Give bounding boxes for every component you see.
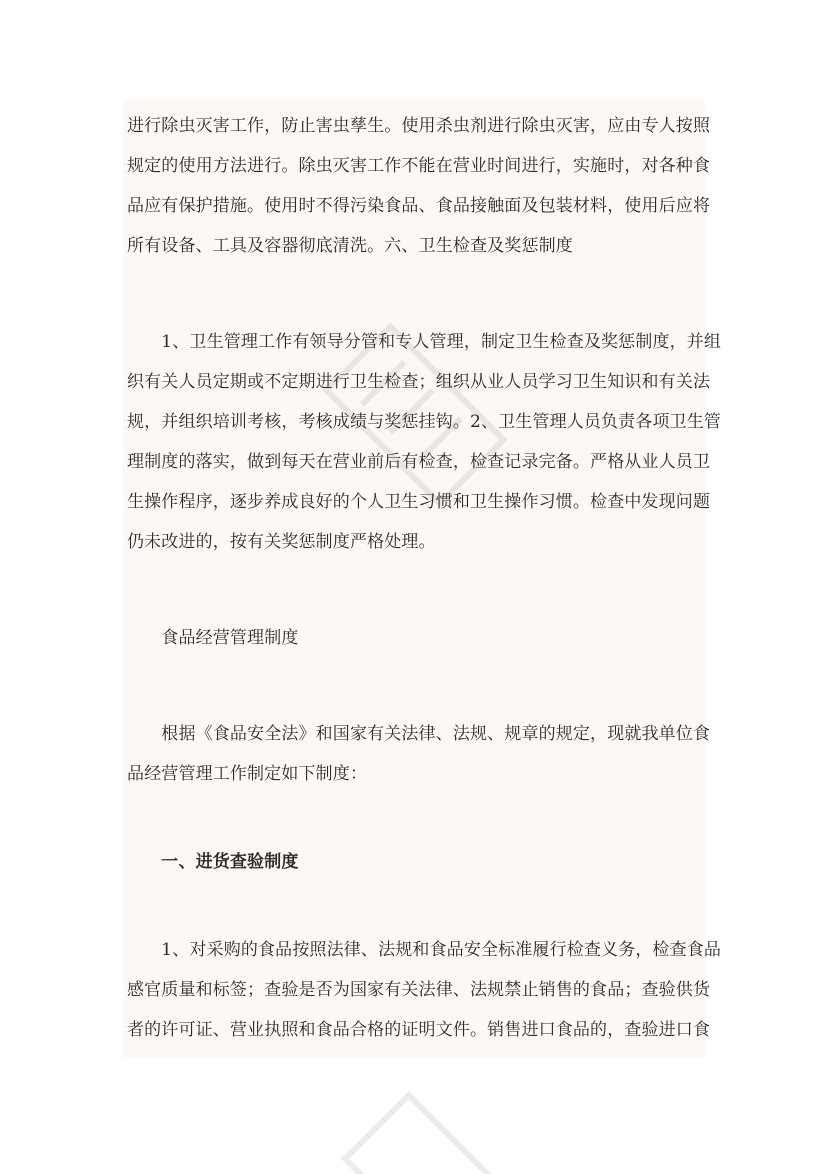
section-heading: 一、进货查验制度 <box>127 852 299 872</box>
text-line: 进行除虫灭害工作，防止害虫孳生。使用杀虫剂进行除虫灭害，应由专人按照 <box>127 116 711 136</box>
text-line: 所有设备、工具及容器彻底清洗。六、卫生检查及奖惩制度 <box>127 236 573 256</box>
text-line: 品应有保护措施。使用时不得污染食品、食品接触面及包装材料，使用后应将 <box>127 196 711 216</box>
watermark-logo-bottom <box>330 1080 530 1174</box>
text-line: 者的许可证、营业执照和食品合格的证明文件。销售进口食品的，查验进口食 <box>127 1020 711 1040</box>
text-line: 织有关人员定期或不定期进行卫生检查；组织从业人员学习卫生知识和有关法 <box>127 372 711 392</box>
section-title: 食品经营管理制度 <box>127 628 299 648</box>
text-line: 1、对采购的食品按照法律、法规和食品安全标准履行检查义务，检查食品 <box>127 940 722 960</box>
text-line: 规，并组织培训考核，考核成绩与奖惩挂钩。2、卫生管理人员负责各项卫生管 <box>127 412 722 432</box>
text-line: 品经营管理工作制定如下制度： <box>127 764 368 784</box>
text-line: 生操作程序，逐步养成良好的个人卫生习惯和卫生操作习惯。检查中发现问题 <box>127 492 711 512</box>
text-line: 1、卫生管理工作有领导分管和专人管理，制定卫生检查及奖惩制度，并组 <box>127 332 722 352</box>
text-line: 规定的使用方法进行。除虫灭害工作不能在营业时间进行，实施时，对各种食 <box>127 156 711 176</box>
text-line: 根据《食品安全法》和国家有关法律、法规、规章的规定，现就我单位食 <box>127 724 711 744</box>
text-line: 感官质量和标签；查验是否为国家有关法律、法规禁止销售的食品；查验供货 <box>127 980 711 1000</box>
text-line: 仍未改进的，按有关奖惩制度严格处理。 <box>127 532 436 552</box>
text-line: 理制度的落实，做到每天在营业前后有检查，检查记录完备。严格从业人员卫 <box>127 452 711 472</box>
